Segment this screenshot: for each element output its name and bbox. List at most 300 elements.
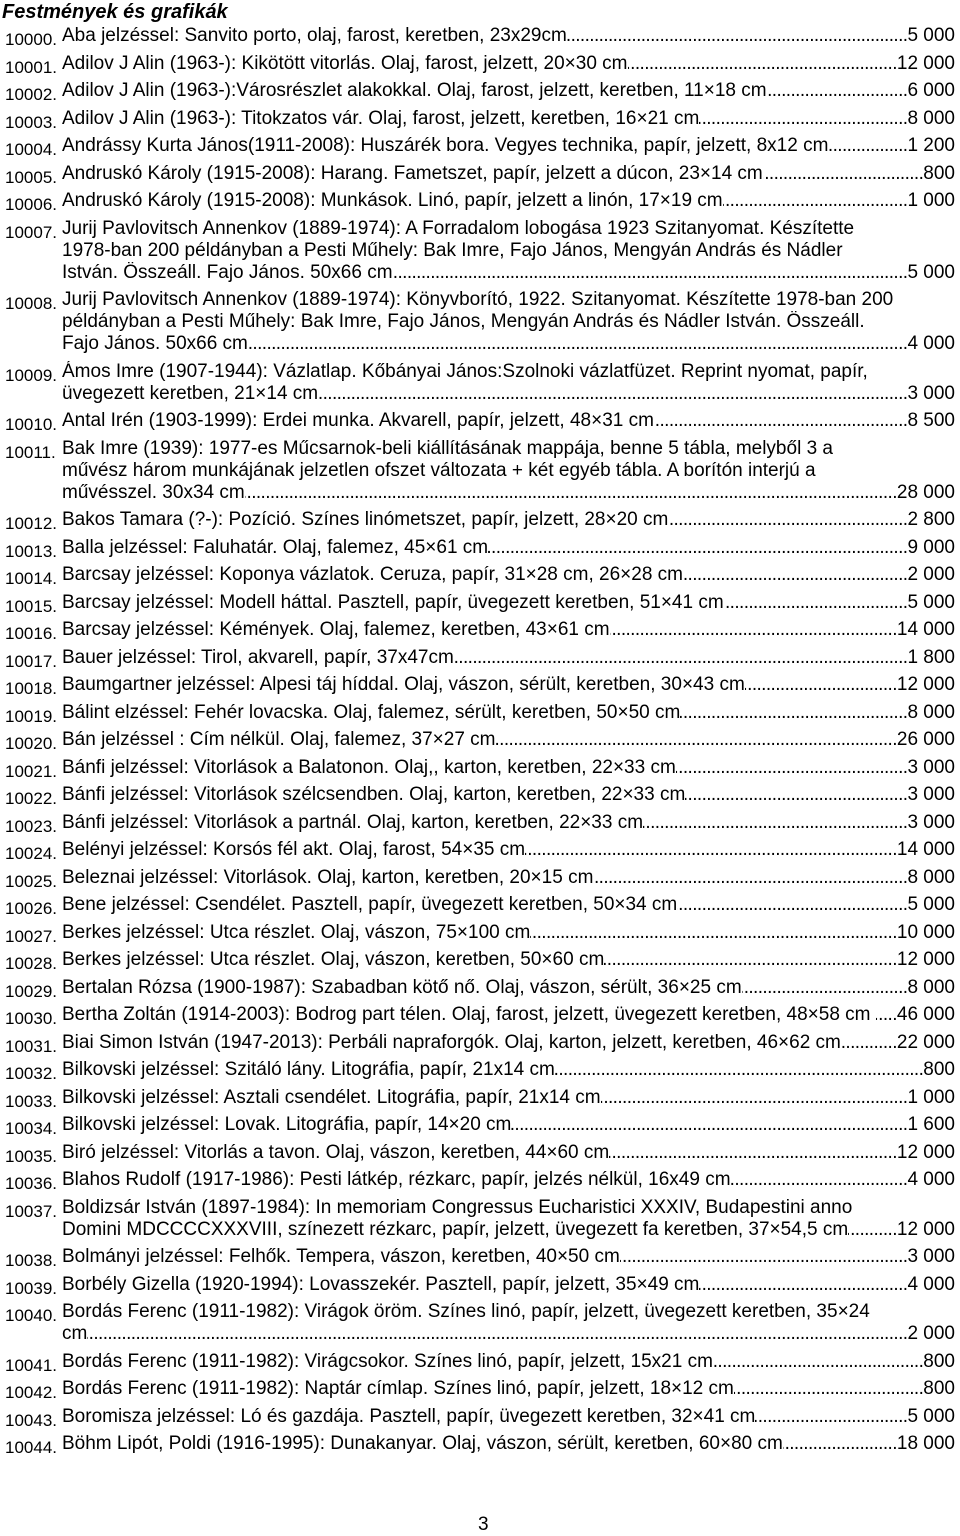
lot-number: 10028. <box>5 954 57 973</box>
lot-number: 10023. <box>5 816 57 836</box>
lot-number: 10038. <box>5 1251 57 1270</box>
description-text: Biai Simon István (1947-2013): Perbáli napraforgók. Olaj, karton, jelzett, keretben, 46×62 cm <box>62 1031 841 1053</box>
lot-number: 10014. <box>5 569 57 588</box>
description-text: Bordás Ferenc (1911-1982): Virágok öröm. Színes linó, papír, jelzett, üvegezett keretben, 35×24 <box>62 1301 870 1322</box>
dot-leader <box>393 262 908 284</box>
dot-leader <box>699 108 907 130</box>
description-text: Boromisza jelzéssel: Ló és gazdája. Pasztell, papír, üvegezett keretben, 32×41 cm <box>62 1405 756 1427</box>
lot-price: 3 000 <box>907 382 955 404</box>
dot-leader <box>248 333 908 355</box>
dot-leader <box>828 135 907 157</box>
description-line <box>62 647 955 669</box>
lot-description <box>62 922 955 944</box>
catalog-entry <box>0 729 960 757</box>
lot-number: 10006. <box>5 195 57 214</box>
lot-description <box>62 361 955 405</box>
lot-price: 1 200 <box>907 135 955 156</box>
lot-price: 1 800 <box>907 646 955 668</box>
lot-price: 12 000 <box>896 1218 955 1240</box>
lot-number: 10000. <box>5 30 57 49</box>
description-line <box>62 361 955 383</box>
dot-leader <box>724 592 908 614</box>
lot-description <box>62 509 955 531</box>
catalog-entry <box>0 784 960 812</box>
lot-price: 18 000 <box>896 1433 955 1454</box>
lot-description <box>62 564 955 586</box>
lot-price: 5 000 <box>907 591 955 613</box>
catalog-entry <box>0 1274 960 1302</box>
page-number: 3 <box>478 1514 489 1535</box>
description-line <box>62 438 955 460</box>
lot-number: 10002. <box>5 85 57 104</box>
catalog-entry <box>0 1087 960 1115</box>
dot-leader <box>525 839 897 861</box>
lot-price: 800 <box>923 162 955 184</box>
catalog-entry <box>0 894 960 922</box>
description-line <box>62 163 955 185</box>
description-text: Bakos Tamara (?-): Pozíció. Színes linómetszet, papír, jelzett, 28×20 cm <box>62 509 669 530</box>
description-text: Belényi jelzéssel: Korsós fél akt. Olaj, farost, 54×35 cm <box>62 839 526 860</box>
catalog-entry <box>0 619 960 647</box>
lot-price: 46 000 <box>896 1004 955 1025</box>
description-line <box>62 190 955 212</box>
description-text: Boldizsár István (1897-1984): In memoriam Congressus Eucharistici XXXIV, Budapestini anno <box>62 1196 853 1218</box>
lot-number: 10020. <box>5 734 57 753</box>
description-text: Biró jelzéssel: Vitorlás a tavon. Olaj, vászon, keretben, 44×60 cm <box>62 1141 610 1163</box>
lot-number: 10007. <box>5 222 57 242</box>
description-text: Jurij Pavlovitsch Annenkov (1889-1974): Könyvborító, 1922. Szitanyomat. Készítette 1978-ban 200 <box>62 289 894 310</box>
catalog-entry <box>0 977 960 1005</box>
description-line <box>62 674 955 696</box>
catalog-entry <box>0 25 960 53</box>
description-line <box>62 509 955 531</box>
lot-number: 10017. <box>5 651 57 671</box>
dot-leader <box>643 812 907 834</box>
description-line <box>62 1142 955 1164</box>
description-text: Borbély Gizella (1920-1994): Lovasszekér. Pasztell, papír, jelzett, 35×49 cm <box>62 1273 700 1295</box>
dot-leader <box>604 949 897 971</box>
description-line <box>62 1197 955 1219</box>
lot-price: 14 000 <box>896 839 955 860</box>
catalog-entry <box>0 949 960 977</box>
catalog-entry <box>0 361 960 411</box>
lot-price: 8 000 <box>907 701 955 723</box>
lot-number: 10019. <box>5 706 57 726</box>
lot-price: 9 000 <box>907 536 955 558</box>
lot-price: 28 000 <box>896 481 955 503</box>
description-line <box>62 867 955 889</box>
description-text: Adilov J Alin (1963-): Titokzatos vár. Olaj, farost, jelzett, keretben, 16×21 cm <box>62 107 700 129</box>
dot-leader <box>593 867 907 889</box>
lot-number: 10012. <box>5 514 57 533</box>
description-line <box>62 333 955 355</box>
lot-price: 6 000 <box>907 80 955 101</box>
lot-price: 8 000 <box>907 107 955 129</box>
catalog-entry <box>0 190 960 218</box>
catalog-entry <box>0 1032 960 1060</box>
description-text: Fajo János. 50x66 cm <box>62 333 248 354</box>
lot-price: 3 000 <box>907 1246 955 1267</box>
description-line <box>62 812 955 834</box>
description-text: Antal Irén (1903-1999): Erdei munka. Akvarell, papír, jelzett, 48×31 cm <box>62 410 654 431</box>
lot-price: 5 000 <box>907 1405 955 1427</box>
description-line <box>62 1219 955 1241</box>
lot-number: 10015. <box>5 596 57 616</box>
dot-leader <box>318 383 907 405</box>
description-text: Bordás Ferenc (1911-1982): Virágcsokor. Színes linó, papír, jelzett, 15x21 cm <box>62 1350 713 1372</box>
lot-price: 8 000 <box>907 866 955 888</box>
description-line <box>62 482 955 504</box>
dot-leader <box>567 25 908 47</box>
lot-price: 5 000 <box>907 894 955 915</box>
description-line <box>62 1246 955 1268</box>
lot-description <box>62 812 955 834</box>
lot-description <box>62 839 955 861</box>
lot-number: 10044. <box>5 1438 57 1457</box>
dot-leader <box>87 1323 907 1345</box>
catalog-entry <box>0 80 960 108</box>
description-line <box>62 757 955 779</box>
lot-description <box>62 438 955 504</box>
description-text: Adilov J Alin (1963-): Kikötött vitorlás. Olaj, farost, jelzett, 20×30 cm <box>62 52 628 74</box>
description-line <box>62 702 955 724</box>
lot-description <box>62 1274 955 1296</box>
description-text: Ámos Imre (1907-1944): Vázlatlap. Kőbányai János:Szolnoki vázlatfüzet. Reprint nyomat, papír, <box>62 360 868 382</box>
lot-description <box>62 1378 955 1400</box>
description-text: Andrássy Kurta János(1911-2008): Huszárék bora. Vegyes technika, papír, jelzett, 8x12 cm <box>62 135 829 156</box>
catalog-entry <box>0 564 960 592</box>
lot-number: 10037. <box>5 1201 57 1221</box>
dot-leader <box>628 53 897 75</box>
lot-description <box>62 674 955 696</box>
dot-leader <box>610 619 897 641</box>
dot-leader <box>676 757 908 779</box>
description-text: cm <box>62 1323 88 1344</box>
description-text: Bilkovski jelzéssel: Szitáló lány. Litográfia, papír, 21x14 cm <box>62 1059 555 1080</box>
catalog-entry <box>0 812 960 840</box>
description-text: Bolmányi jelzéssel: Felhők. Tempera, vászon, keretben, 40×50 cm <box>62 1246 620 1267</box>
lot-number: 10021. <box>5 761 57 781</box>
lot-price: 2 000 <box>907 1323 955 1344</box>
lot-number: 10003. <box>5 112 57 132</box>
lot-number: 10026. <box>5 899 57 918</box>
catalog-entry <box>0 1114 960 1142</box>
dot-leader <box>511 1114 907 1136</box>
description-line <box>62 729 955 751</box>
catalog-entry <box>0 410 960 438</box>
lot-number: 10032. <box>5 1064 57 1083</box>
lot-description <box>62 949 955 971</box>
catalog-entry <box>0 1142 960 1170</box>
dot-leader <box>723 190 908 212</box>
lot-price: 10 000 <box>896 921 955 943</box>
description-line <box>62 460 955 482</box>
lot-number: 10041. <box>5 1355 57 1375</box>
description-line <box>62 564 955 586</box>
lot-description <box>62 729 955 751</box>
lot-number: 10031. <box>5 1036 57 1056</box>
description-text: István. Összeáll. Fajo János. 50x66 cm <box>62 261 393 283</box>
dot-leader <box>848 1219 897 1241</box>
description-line <box>62 108 955 130</box>
lot-description <box>62 1114 955 1136</box>
lot-description <box>62 1301 955 1345</box>
lot-number: 10016. <box>5 624 57 643</box>
lot-number: 10035. <box>5 1146 57 1166</box>
description-text: Bánfi jelzéssel: Vitorlások szélcsendben. Olaj, karton, keretben, 22×33 cm <box>62 784 686 805</box>
catalog-entry <box>0 537 960 565</box>
description-text: Bán jelzéssel : Cím nélkül. Olaj, falemez, 37×27 cm <box>62 729 496 750</box>
description-text: Barcsay jelzéssel: Kémények. Olaj, falemez, keretben, 43×61 cm <box>62 619 610 640</box>
catalog-entry <box>0 592 960 620</box>
lot-description <box>62 1433 955 1455</box>
lot-description <box>62 1087 955 1109</box>
lot-description <box>62 80 955 102</box>
lot-price: 2 000 <box>907 564 955 585</box>
dot-leader <box>755 1406 907 1428</box>
lot-description <box>62 108 955 130</box>
lot-price: 4 000 <box>907 1169 955 1190</box>
description-line <box>62 1351 955 1373</box>
lot-number: 10025. <box>5 871 57 891</box>
description-text: Bak Imre (1939): 1977-es Műcsarnok-beli kiállításának mappája, benne 5 tábla, melyből 3 a <box>62 437 833 459</box>
section-title: Festmények és grafikák <box>2 1 228 23</box>
lot-price: 1 600 <box>907 1114 955 1135</box>
description-line <box>62 1406 955 1428</box>
description-line <box>62 1004 955 1026</box>
dot-leader <box>731 1169 908 1191</box>
catalog-entry <box>0 674 960 702</box>
dot-leader <box>609 1142 897 1164</box>
catalog-entry <box>0 1378 960 1406</box>
lot-description <box>62 1351 955 1373</box>
description-line <box>62 218 955 240</box>
lot-number: 10039. <box>5 1278 57 1298</box>
description-text: üvegezett keretben, 21×14 cm <box>62 382 319 404</box>
dot-leader <box>876 1004 897 1026</box>
dot-leader <box>496 729 897 751</box>
description-line <box>62 1032 955 1054</box>
description-text: Berkes jelzéssel: Utca részlet. Olaj, vászon, keretben, 50×60 cm <box>62 949 605 970</box>
lot-number: 10030. <box>5 1009 57 1028</box>
catalog-entry <box>0 1246 960 1274</box>
lot-price: 3 000 <box>907 784 955 805</box>
lot-number: 10042. <box>5 1383 57 1402</box>
catalog-entry <box>0 839 960 867</box>
lot-description <box>62 218 955 284</box>
description-line <box>62 1274 955 1296</box>
description-text: Adilov J Alin (1963-):Városrészlet alakokkal. Olaj, farost, jelzett, keretben, 11×18 cm <box>62 80 767 101</box>
catalog-entry <box>0 289 960 361</box>
catalog-entry <box>0 1433 960 1461</box>
lot-price: 3 000 <box>907 756 955 778</box>
dot-leader <box>488 537 907 559</box>
description-line <box>62 262 955 284</box>
lot-number: 10033. <box>5 1091 57 1111</box>
description-line <box>62 1114 955 1136</box>
lot-price: 800 <box>923 1059 955 1080</box>
catalog-entry <box>0 702 960 730</box>
description-line <box>62 592 955 614</box>
lot-number: 10022. <box>5 789 57 808</box>
lot-price: 3 000 <box>907 811 955 833</box>
catalog-entry <box>0 757 960 785</box>
lot-description <box>62 867 955 889</box>
lot-number: 10011. <box>5 442 56 462</box>
description-line <box>62 1433 955 1455</box>
catalog-entry <box>0 647 960 675</box>
catalog-entry <box>0 438 960 510</box>
lot-price: 12 000 <box>896 1141 955 1163</box>
description-text: Andruskó Károly (1915-2008): Harang. Fametszet, papír, jelzett a dúcon, 23×14 cm <box>62 162 763 184</box>
catalog-entry <box>0 1406 960 1434</box>
lot-description <box>62 1142 955 1164</box>
lot-number: 10036. <box>5 1174 57 1193</box>
lot-number: 10001. <box>5 57 57 77</box>
lot-price: 4 000 <box>907 333 955 354</box>
lot-price: 12 000 <box>896 949 955 970</box>
lot-description <box>62 1004 955 1026</box>
lot-description <box>62 619 955 641</box>
catalog-entry <box>0 163 960 191</box>
description-line <box>62 240 955 262</box>
description-line <box>62 80 955 102</box>
description-text: példányban a Pesti Műhely: Bak Imre, Fajo János, Mengyán András és Nádler István. Összeáll. <box>62 311 865 332</box>
lot-number: 10008. <box>5 294 57 313</box>
dot-leader <box>668 509 907 531</box>
lot-price: 1 000 <box>907 190 955 211</box>
lot-description <box>62 1406 955 1428</box>
lot-price: 12 000 <box>896 52 955 74</box>
lot-price: 5 000 <box>907 261 955 283</box>
catalog-entry <box>0 218 960 290</box>
description-text: művész három munkájának jelzetlen ofszet változata + két egyéb tábla. A borítón interjú a <box>62 459 816 481</box>
description-line <box>62 311 955 333</box>
lot-description <box>62 163 955 185</box>
lot-description <box>62 592 955 614</box>
lot-price: 14 000 <box>896 619 955 640</box>
catalog-entry <box>0 1059 960 1087</box>
lot-price: 22 000 <box>896 1031 955 1053</box>
description-line <box>62 839 955 861</box>
lot-description <box>62 53 955 75</box>
dot-leader <box>454 647 908 669</box>
lot-price: 1 000 <box>907 1086 955 1108</box>
dot-leader <box>530 922 897 944</box>
lot-description <box>62 977 955 999</box>
description-text: Bauer jelzéssel: Tirol, akvarell, papír, 37x47cm <box>62 646 454 668</box>
dot-leader <box>763 163 924 185</box>
description-text: Bálint elzéssel: Fehér lovacska. Olaj, falemez, sérült, keretben, 50×50 cm <box>62 701 681 723</box>
description-text: Bordás Ferenc (1911-1982): Naptár címlap. Színes linó, papír, jelzett, 18×12 cm <box>62 1378 734 1399</box>
lot-number: 10013. <box>5 541 57 561</box>
lot-description <box>62 702 955 724</box>
description-line <box>62 1378 955 1400</box>
catalog-list <box>0 25 960 1461</box>
description-text: Berkes jelzéssel: Utca részlet. Olaj, vászon, 75×100 cm <box>62 921 531 943</box>
description-line <box>62 784 955 806</box>
dot-leader <box>745 674 897 696</box>
dot-leader <box>620 1246 908 1268</box>
description-line <box>62 135 955 157</box>
lot-number: 10043. <box>5 1410 57 1430</box>
lot-description <box>62 410 955 432</box>
catalog-entry <box>0 53 960 81</box>
dot-leader <box>699 1274 907 1296</box>
description-line <box>62 922 955 944</box>
lot-price: 12 000 <box>896 674 955 695</box>
lot-number: 10040. <box>5 1306 57 1325</box>
catalog-entry <box>0 108 960 136</box>
lot-description <box>62 1059 955 1081</box>
dot-leader <box>783 1433 897 1455</box>
description-line <box>62 1169 955 1191</box>
lot-description <box>62 647 955 669</box>
lot-price: 2 800 <box>907 509 955 530</box>
lot-description <box>62 190 955 212</box>
description-text: Aba jelzéssel: Sanvito porto, olaj, farost, keretben, 23x29cm <box>62 25 567 46</box>
description-line <box>62 949 955 971</box>
lot-number: 10024. <box>5 844 57 863</box>
dot-leader <box>654 410 907 432</box>
dot-leader <box>245 482 897 504</box>
lot-description <box>62 1169 955 1191</box>
description-text: Bilkovski jelzéssel: Asztali csendélet. Litográfia, papír, 21x14 cm <box>62 1086 601 1108</box>
description-text: Bertalan Rózsa (1900-1987): Szabadban kötő nő. Olaj, vászon, sérült, 36×25 cm <box>62 976 742 998</box>
dot-leader <box>767 80 908 102</box>
description-text: Barcsay jelzéssel: Modell háttal. Pasztell, papír, üvegezett keretben, 51×41 cm <box>62 591 724 613</box>
catalog-entry <box>0 1169 960 1197</box>
dot-leader <box>713 1351 923 1373</box>
lot-price: 5 000 <box>907 25 955 46</box>
description-text: Bene jelzéssel: Csendélet. Pasztell, papír, üvegezett keretben, 50×34 cm <box>62 894 678 915</box>
description-text: Bánfi jelzéssel: Vitorlások a Balatonon. Olaj,, karton, keretben, 22×33 cm <box>62 756 676 778</box>
description-text: 1978-ban 200 példányban a Pesti Műhely: Bak Imre, Fajo János, Mengyán András és Nádler <box>62 239 843 261</box>
lot-number: 10034. <box>5 1119 57 1138</box>
catalog-entry <box>0 1301 960 1351</box>
lot-price: 800 <box>923 1350 955 1372</box>
catalog-entry <box>0 1351 960 1379</box>
lot-number: 10029. <box>5 981 57 1001</box>
dot-leader <box>742 977 908 999</box>
lot-number: 10009. <box>5 365 57 385</box>
lot-price: 8 000 <box>907 976 955 998</box>
description-text: Blahos Rudolf (1917-1986): Pesti látkép, rézkarc, papír, jelzés nélkül, 16x49 cm <box>62 1169 731 1190</box>
description-text: Baumgartner jelzéssel: Alpesi táj híddal. Olaj, vászon, sérült, keretben, 30×43 cm <box>62 674 745 695</box>
dot-leader <box>841 1032 897 1054</box>
lot-number: 10018. <box>5 679 57 698</box>
dot-leader <box>734 1378 923 1400</box>
description-line <box>62 1301 955 1323</box>
description-text: Böhm Lipót, Poldi (1916-1995): Dunakanyar. Olaj, vászon, sérült, keretben, 60×80 cm <box>62 1433 783 1454</box>
description-text: művésszel. 30x34 cm <box>62 481 245 503</box>
lot-number: 10010. <box>5 415 57 434</box>
description-line <box>62 977 955 999</box>
dot-leader <box>601 1087 908 1109</box>
description-line <box>62 1059 955 1081</box>
description-text: Bilkovski jelzéssel: Lovak. Litográfia, papír, 14×20 cm <box>62 1114 512 1135</box>
description-line <box>62 1087 955 1109</box>
description-line <box>62 25 955 47</box>
description-text: Jurij Pavlovitsch Annenkov (1889-1974): A Forradalom lobogása 1923 Szitanyomat. Készítette <box>62 217 855 239</box>
description-text: Andruskó Károly (1915-2008): Munkások. Linó, papír, jelzett a linón, 17×19 cm <box>62 190 723 211</box>
catalog-entry <box>0 509 960 537</box>
dot-leader <box>683 564 907 586</box>
lot-description <box>62 25 955 47</box>
catalog-entry <box>0 1004 960 1032</box>
lot-description <box>62 135 955 157</box>
lot-description <box>62 537 955 559</box>
